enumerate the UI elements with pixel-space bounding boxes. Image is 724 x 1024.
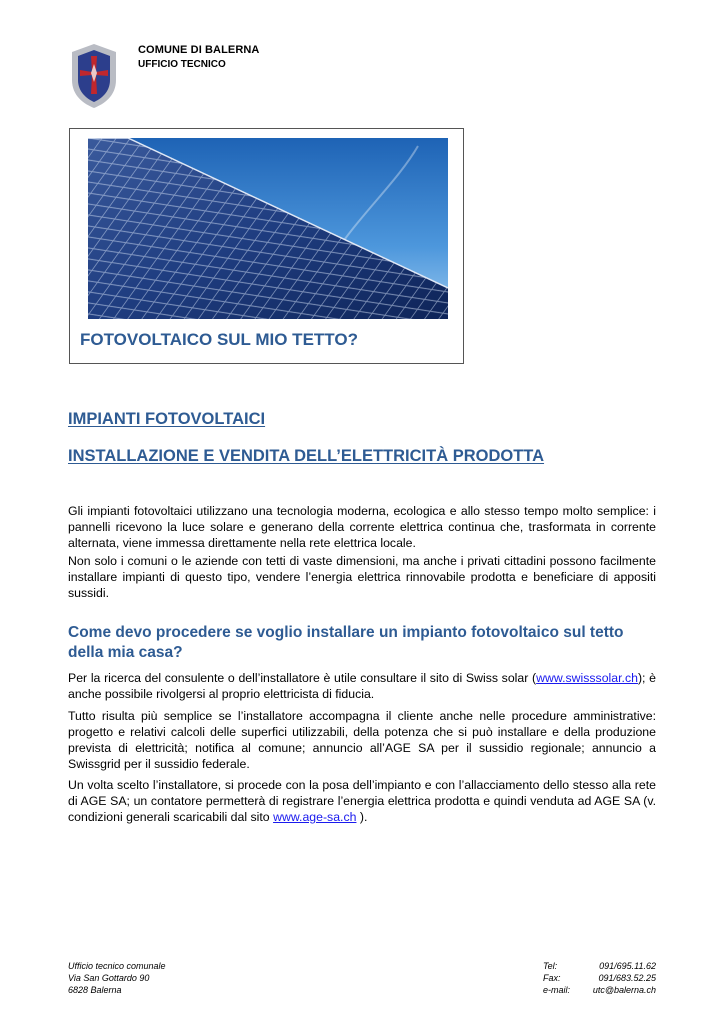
footer-email[interactable]: utc@balerna.ch — [592, 985, 656, 995]
paragraph-consultant — [68, 670, 656, 702]
swisssolar-link[interactable]: www.swisssolar.ch — [536, 671, 638, 685]
footer-contact-labels — [543, 960, 570, 996]
hero-title: FOTOVOLTAICO SUL MIO TETTO? — [80, 330, 358, 349]
paragraph-text: Per la ricerca del consulente o dell’installatore è utile consultare il sito di Swiss solar ( — [68, 671, 537, 685]
footer-tel: 091/695.11.62 — [599, 961, 656, 971]
office-name: UFFICIO TECNICO — [138, 59, 226, 70]
balerna-coat-of-arms-icon — [68, 42, 120, 110]
subheading-question: Come devo procedere se voglio installare un impianto fotovoltaico sul tetto della mia casa? — [68, 624, 624, 661]
age-sa-link[interactable]: www.age-sa.ch — [273, 810, 357, 824]
paragraph-intro: Gli impianti fotovoltaici utilizzano una tecnologia moderna, ecologica e allo stesso tempo molto semplice: i pannelli ricevono la luce solare e generano della corrente elettrica continua che, trasformata in corrente alternata, viene immessa direttamente nella rete elettrica locale. — [68, 504, 656, 550]
main-heading-installazione: INSTALLAZIONE E VENDITA DELL’ELETTRICITÀ PRODOTTA — [68, 447, 545, 465]
main-heading-impianti: IMPIANTI FOTOVOLTAICI — [68, 410, 266, 428]
footer-street: Via San Gottardo 90 — [68, 973, 150, 983]
paragraph-procedures: Tutto risulta più semplice se l’installatore accompagna il cliente anche nelle procedure amministrative: progetto e relativi calcoli delle superfici utilizzabili, della potenza che si può installare e della produzione prevista di elettricità; notifica al comune; annuncio all’AGE SA per il sussidio regionale; annuncio a Swissgrid per il sussidio federale. — [68, 709, 656, 771]
footer-office: Ufficio tecnico comunale — [68, 961, 166, 971]
footer-email-label: e-mail: — [543, 985, 571, 995]
footer-fax: 091/683.52.25 — [598, 973, 656, 983]
paragraph-text: Un volta scelto l’installatore, si procede con la posa dell’impianto e con l’allacciamento dello stesso alla rete di AGE SA; un contatore permetterà di registrare l’energia elettrica prodotta e quindi venduta ad AGE SA (v. condizioni generali scaricabili dal sito — [68, 778, 656, 824]
paragraph-installation — [68, 777, 656, 825]
footer-fax-label: Fax: — [543, 973, 561, 983]
footer-address — [68, 960, 166, 996]
paragraph-text: ). — [356, 810, 368, 824]
paragraph-private-citizens: Non solo i comuni o le aziende con tetti di vaste dimensioni, ma anche i privati cittadini possono facilmente installare impianti di questo tipo, vendere l’energia elettrica rinnovabile prodotta e beneficiare di appositi sussidi. — [68, 554, 656, 600]
paragraph-text: ); è anche possibile rivolgersi al proprio elettricista di fiducia. — [68, 671, 656, 701]
footer-city: 6828 Balerna — [68, 985, 122, 995]
footer-tel-label: Tel: — [543, 961, 558, 971]
organization-name: COMUNE DI BALERNA — [138, 44, 260, 56]
solar-panels-sky-image — [88, 138, 448, 319]
footer-contact-values — [586, 960, 656, 996]
